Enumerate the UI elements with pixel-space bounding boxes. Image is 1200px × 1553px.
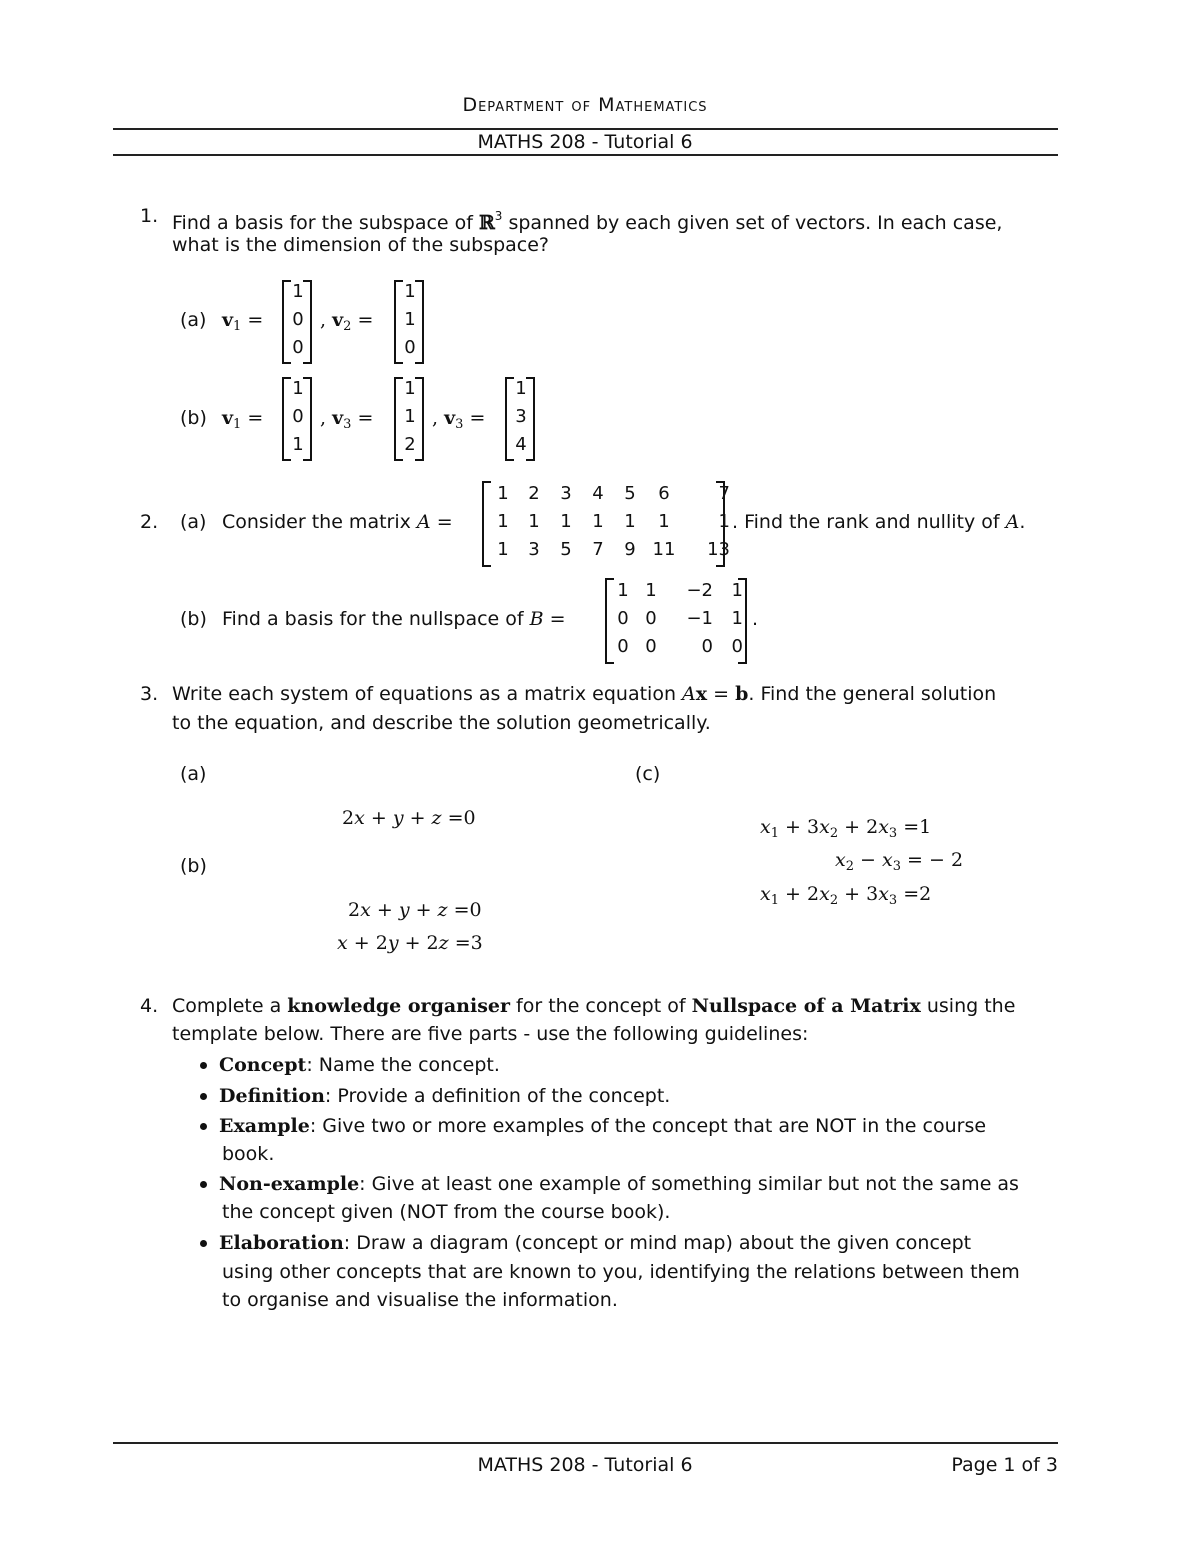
q1a-v1-vector: 1 0 0 [292, 281, 304, 358]
matrix-a [488, 480, 730, 564]
q1b-v1-vector: 1 0 1 [292, 378, 304, 455]
q1b-v2-bracket-right [415, 377, 424, 461]
q2a-text: Consider the matrix A = [222, 511, 453, 533]
q1a-v1-label: $v_1$ = [222, 309, 264, 334]
q3-line1: Write each system of equations as a matrix equation Ax = b. Find the general solution [172, 683, 997, 705]
q3b-equation-1: 2x + y + z =0 [348, 899, 482, 921]
q3a-label: (a) [180, 763, 207, 785]
matrix-b-row: 0 0 0 0 [617, 636, 743, 657]
q3b-label: (b) [180, 855, 207, 877]
q3b-equation-2: x + 2y + 2z =3 [337, 932, 483, 954]
q2b-text: Find a basis for the nullspace of B = [222, 608, 566, 630]
footer-course-title: MATHS 208 - Tutorial 6 [477, 1454, 693, 1476]
bullet-elaboration-cont2: to organise and visualise the information. [222, 1289, 618, 1311]
department-heading: Department of Mathematics [462, 94, 708, 116]
matrix-b-bracket-right [738, 578, 747, 664]
footer-rule [113, 1442, 1058, 1444]
q2a-text-end: . Find the rank and nullity of A. [732, 511, 1026, 533]
q1b-v2-vector: 1 1 2 [404, 378, 416, 455]
q1a-v2-label: , $v_2$ = [320, 309, 374, 334]
matrix-a-bracket-right [716, 481, 725, 567]
q2a-label: (a) [180, 511, 207, 533]
bullet-elaboration: Elaboration: Draw a diagram (concept or mind map) about the given concept [200, 1229, 971, 1257]
header-rule-top [113, 128, 1058, 130]
matrix-a-row: 1 2 3 4 5 6 7 [497, 483, 730, 504]
q1b-label: (b) [180, 407, 207, 429]
bullet-dot [200, 1093, 207, 1100]
q1-line2: what is the dimension of the subspace? [172, 234, 550, 256]
q1b-v3-vector: 1 3 4 [515, 378, 527, 455]
course-title: MATHS 208 - Tutorial 6 [477, 131, 693, 153]
bullet-dot [200, 1062, 207, 1069]
q3c-equation-2: $x_2 - x_3$ = − 2 [835, 849, 964, 874]
q3c-label: (c) [635, 763, 661, 785]
q1a-label: (a) [180, 309, 207, 331]
bullet-elaboration-cont1: using other concepts that are known to you, identifying the relations between them [222, 1261, 1020, 1283]
q1b-v3-bracket-right [526, 377, 535, 461]
q1-line1: Find a basis for the subspace of ℝ$^3$ spanned by each given set of vectors. In each case, [172, 209, 1003, 234]
q2b-period: . [752, 608, 759, 630]
q3-line2: to the equation, and describe the solution geometrically. [172, 712, 711, 734]
q3c-equation-3: $x_1 + 2x_2 + 3x_3 =2$ [760, 883, 932, 908]
matrix-b-row: 0 0 −1 1 [617, 608, 743, 629]
q4-number: 4. [140, 995, 159, 1017]
header-rule-bottom [113, 154, 1058, 156]
matrix-b-row: 1 1 −2 1 [617, 580, 743, 601]
bullet-definition: Definition: Provide a definition of the concept. [200, 1082, 670, 1110]
matrix-b [611, 577, 743, 661]
q3a-equation: 2x + y + z =0 [342, 807, 476, 829]
bullet-example-cont: book. [222, 1143, 275, 1165]
q2-number: 2. [140, 511, 159, 533]
q1b-v3-label: , $v_3$ = [432, 407, 486, 432]
bullet-example: Example: Give two or more examples of the concept that are NOT in the course [200, 1112, 986, 1140]
matrix-a-row: 1 1 1 1 1 1 1 [497, 511, 730, 532]
bullet-concept: Concept: Name the concept. [200, 1051, 500, 1079]
q3-number: 3. [140, 683, 159, 705]
q1b-v1-label: $v_1$ = [222, 407, 264, 432]
bullet-dot [200, 1181, 207, 1188]
bullet-non-example: Non-example: Give at least one example of something similar but not the same as [200, 1170, 1019, 1198]
q4-line2: template below. There are five parts - use the following guidelines: [172, 1023, 809, 1045]
bullet-dot [200, 1240, 207, 1247]
q4-line1: Complete a knowledge organiser for the concept of Nullspace of a Matrix using the [172, 995, 1016, 1017]
q1a-v2-vector: 1 1 0 [404, 281, 416, 358]
bullet-non-example-cont: the concept given (NOT from the course book). [222, 1201, 671, 1223]
q3c-equation-1: $x_1 + 3x_2 + 2x_3 =1$ [760, 816, 932, 841]
q1b-v2-label: , $v_3$ = [320, 407, 374, 432]
matrix-a-row: 1 3 5 7 9 11 13 [497, 539, 730, 560]
footer-page-number: Page 1 of 3 [951, 1454, 1058, 1476]
q1a-v2-bracket-right [415, 280, 424, 364]
q2b-label: (b) [180, 608, 207, 630]
q1a-v1-bracket-right [303, 280, 312, 364]
bullet-dot [200, 1123, 207, 1130]
q1-number: 1. [140, 205, 159, 227]
q1b-v1-bracket-right [303, 377, 312, 461]
